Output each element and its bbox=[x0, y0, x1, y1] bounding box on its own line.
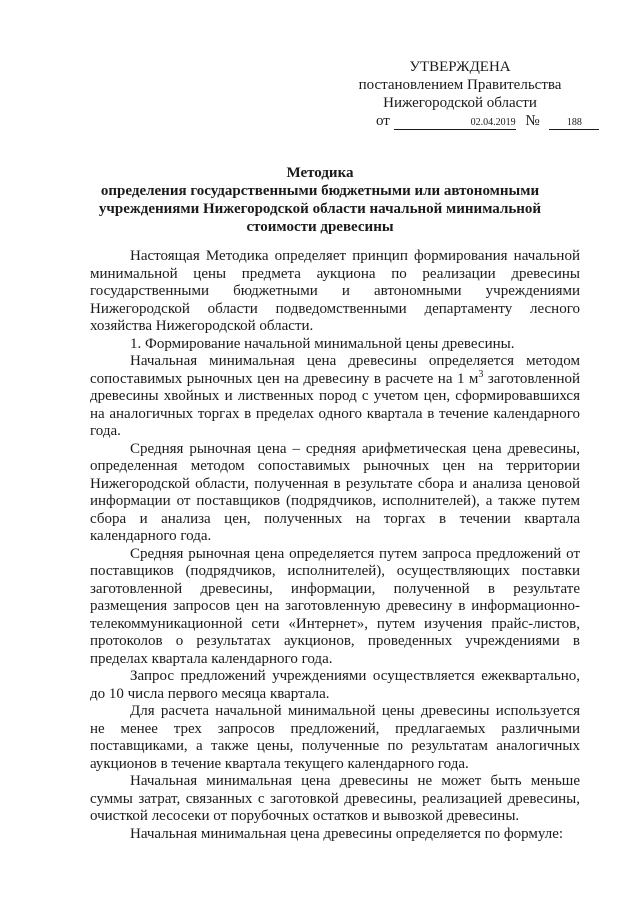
approval-region: Нижегородской области bbox=[383, 95, 537, 111]
document-title bbox=[60, 164, 580, 236]
approval-decree: постановлением Правительства bbox=[358, 77, 562, 93]
title-line-1: Методика bbox=[286, 165, 354, 181]
method-text-b: заготовленной древесины хвойных и лиственных пород с учетом цен, сформировавшихся на аналогичных торгах в пределах одного квартала в течение календарного года. bbox=[90, 370, 580, 439]
paragraph-min-cost: Начальная минимальная цена древесины не может быть меньше суммы затрат, связанных с заготовкой древесины, реализацией древесины, очисткой лесосеки от порубочных остатков и вывозкой древесины. bbox=[90, 773, 580, 824]
number-sign: № bbox=[525, 113, 540, 129]
paragraph-calculation: Для расчета начальной минимальной цены древесины используется не менее трех запросов предложений, предлагаемых различными поставщиками, а также цены, полученные по результатам аналогичных аукционов в течение квартала текущего календарного года. bbox=[90, 703, 580, 772]
title-line-2: определения государственными бюджетными или автономными bbox=[100, 183, 540, 199]
approval-date-row bbox=[340, 112, 580, 130]
paragraph-intro: Настоящая Методика определяет принцип формирования начальной минимальной цены предмета аукциона по реализации древесины государственными бюджетными и автономными учреждениями Нижегородской области подведомственными департаменту лесного хозяйства Нижегородской области. bbox=[90, 248, 580, 334]
document-body bbox=[90, 248, 580, 843]
paragraph-request-schedule: Запрос предложений учреждениями осуществляется ежеквартально, до 10 числа первого месяца квартала. bbox=[90, 668, 580, 702]
approval-heading: УТВЕРЖДЕНА bbox=[409, 59, 511, 75]
approval-date: 02.04.2019 bbox=[394, 116, 516, 130]
paragraph-average-price: Средняя рыночная цена – средняя арифметическая цена древесины, определенная методом сопоставимых рыночных цен на территории Нижегородской области, полученная в результате сбора и анализа ценовой информации от поставщиков (подрядчиков, исполнителей), а также путем сбора и анализа цен, полученных на торгах в течении квартала календарного года. bbox=[90, 440, 580, 544]
paragraph-method bbox=[90, 353, 580, 441]
paragraph-section-1: 1. Формирование начальной минимальной цены древесины. bbox=[130, 335, 515, 352]
title-line-3: учреждениями Нижегородской области начальной минимальной bbox=[98, 201, 542, 217]
approval-stamp bbox=[340, 58, 580, 130]
method-text-a: Начальная минимальная цена древесины определяется методом сопоставимых рыночных цен на древесину в расчете на 1 м bbox=[90, 353, 580, 387]
title-line-4: стоимости древесины bbox=[246, 219, 394, 235]
from-label: от bbox=[376, 113, 390, 129]
cubic-superscript: 3 bbox=[478, 368, 484, 380]
approval-number: 188 bbox=[549, 116, 599, 130]
paragraph-formula-intro: Начальная минимальная цена древесины определяется по формуле: bbox=[130, 825, 564, 842]
paragraph-price-determination: Средняя рыночная цена определяется путем запроса предложений от поставщиков (подрядчиков, исполнителей), осуществляющих поставки заготовленной древесины, информации, полученной в результате размещения запросов цен на заготовленную древесину в информационно-телекоммуникационной сети «Интернет», путем изучения прайс-листов, протоколов о результатах аукционов, проведенных учреждениями в пределах квартала календарного года. bbox=[90, 545, 580, 667]
